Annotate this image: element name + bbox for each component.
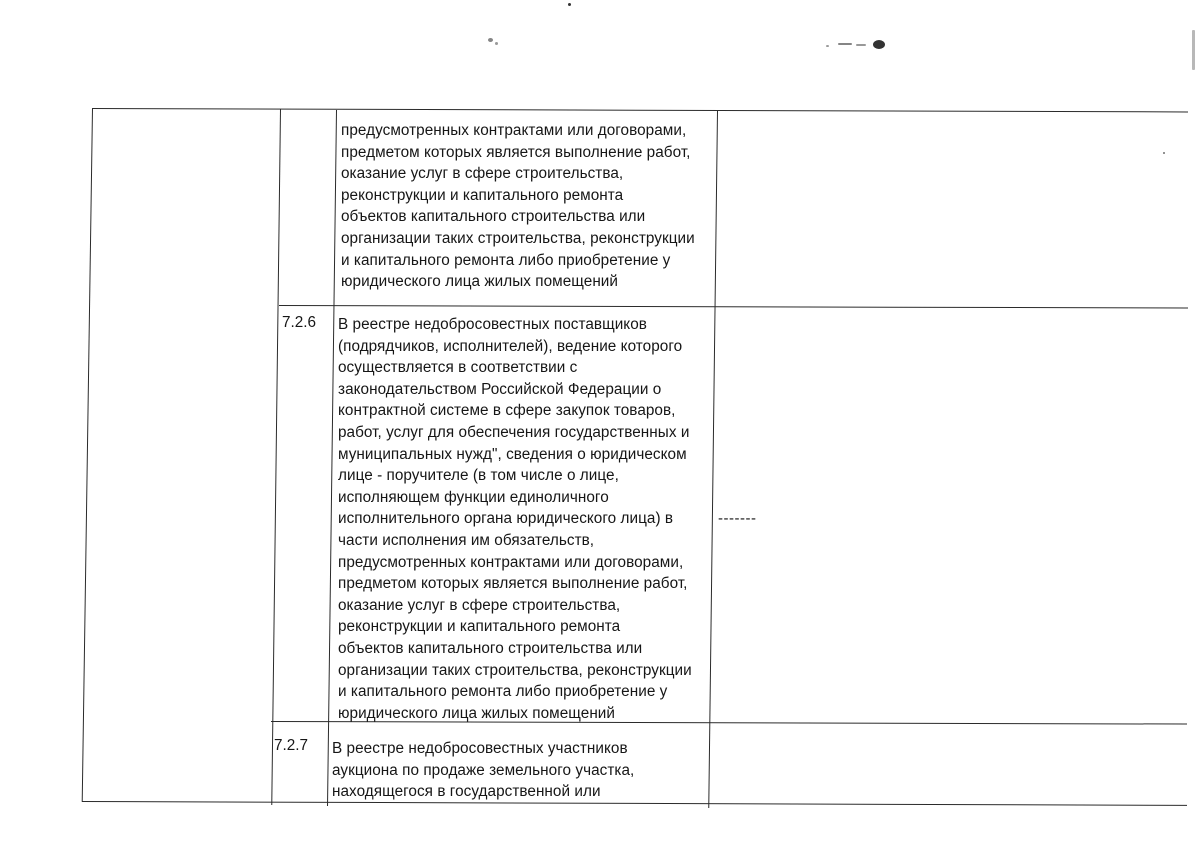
scan-speck [826, 45, 829, 47]
row-number: 7.2.7 [274, 737, 309, 754]
column-divider [271, 109, 281, 805]
column-divider [327, 110, 337, 806]
table-left-border [82, 108, 94, 802]
row-number: 7.2.6 [282, 314, 317, 331]
scan-speck [873, 40, 885, 49]
scan-speck [488, 38, 493, 42]
scan-speck [1163, 152, 1165, 154]
scan-speck [1192, 30, 1195, 70]
row-description: В реестре недобросовестных поставщиков (подрядчиков, исполнителей), ведение которого осуществляется в соответствии с законодательством Российской Федерации о контрактной системе в сфере закупок товаров, работ, услуг для обеспечения государственных и муниципальных нужд", сведения о юридическом лице - поручителе (в том числе о лице, исполняющем функции единоличного исполнительного органа юридического лица) в части исполнения им обязательств, предусмотренных контрактами или договорами, предметом которых является выполнение работ, оказание услуг в сфере строительства, реконструкции и капитального ремонта объектов капитального строительства или организации таких строительства, реконструкции и капитального ремонта либо приобретение у юридического лица жилых помещений [338, 316, 692, 722]
row-value: ------- [718, 510, 757, 527]
scan-speck [568, 3, 571, 6]
scan-speck [856, 44, 866, 46]
row-description: В реестре недобросовестных участников аукциона по продаже земельного участка, находящегося в государственной или [332, 740, 635, 801]
row-separator [279, 305, 1188, 309]
scan-speck [838, 43, 852, 45]
scan-speck [495, 42, 498, 45]
table-top-border [92, 108, 1188, 113]
row-description: предусмотренных контрактами или договорами, предметом которых является выполнение работ, оказание услуг в сфере строительства, реконструкции и капитального ремонта объектов капитального строительства или организации таких строительства, реконструкции и капитального ремонта либо приобретение у юридического лица жилых помещений [341, 122, 695, 291]
